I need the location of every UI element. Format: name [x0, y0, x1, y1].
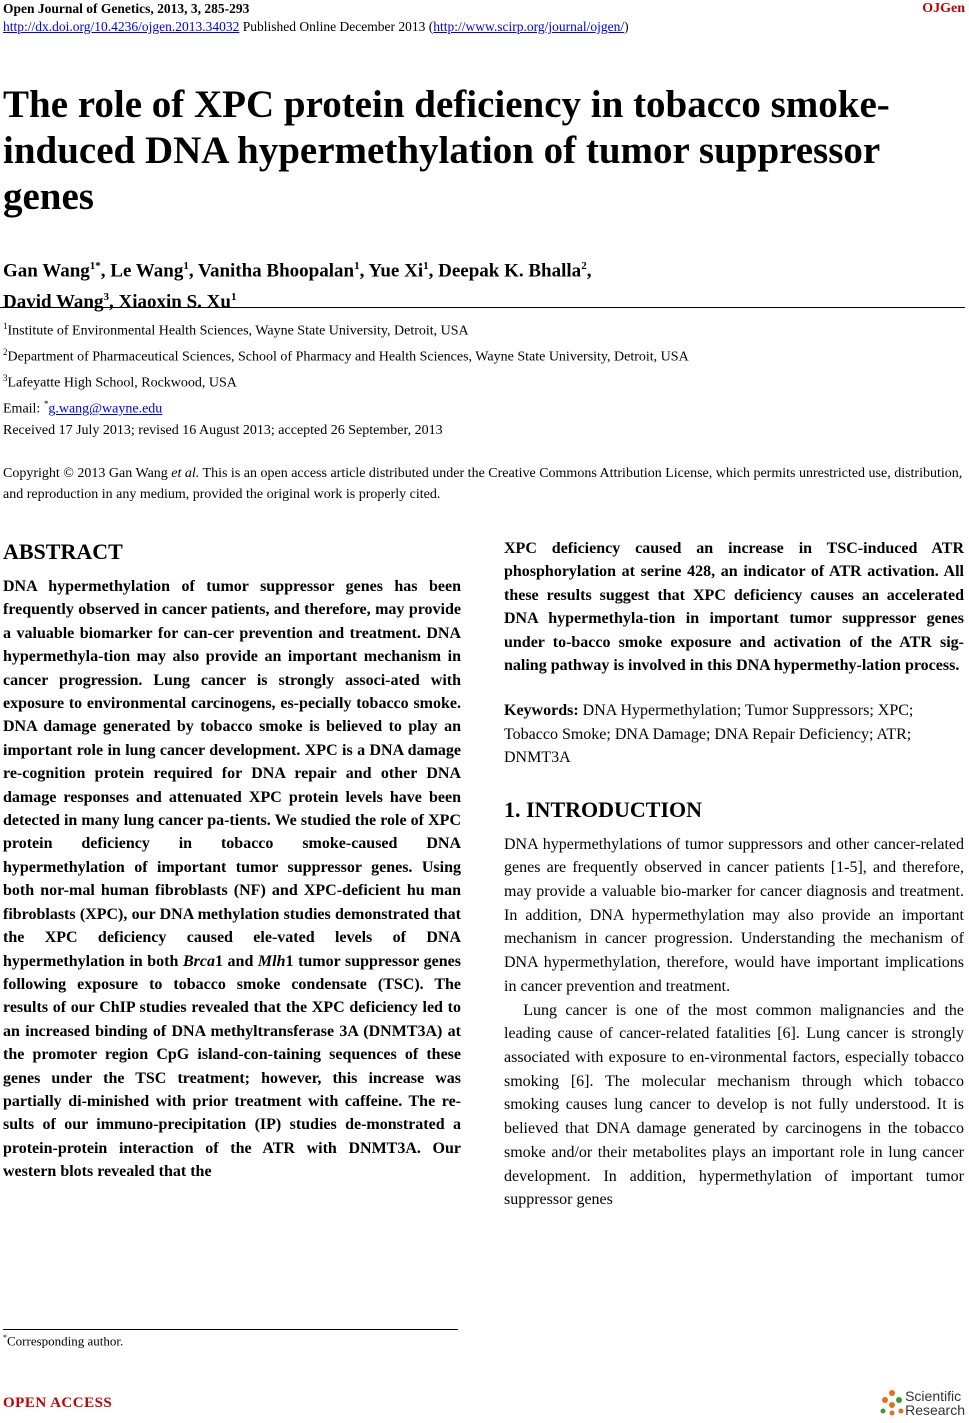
- copyright-text: This is an open access article distributed under the Creative Commons Attribution License, which permits unrestricted use, distribution, and reproduction in any medium, provided the original work is properly cited.: [3, 466, 963, 502]
- received-dates: Received 17 July 2013; revised 16 August 2013; accepted 26 September, 2013: [3, 423, 443, 438]
- introduction-heading: 1. INTRODUCTION: [504, 796, 703, 822]
- abstract-text: 1 tumor suppressor genes following exposure to tobacco smoke condensate (TSC). The results of our ChIP studies revealed that the XPC deficiency led to an increased binding of DNA methyltransferase 3A (DNMT3A) at the promoter region CpG island-con-taining sequences of these genes under the TSC treatment; however, this increase was partially di-minished with prior treatment with caffeine. The re-sults of our immuno-precipitation (IP) studies de-monstrated a protein-protein interaction of the ATR with DNMT3A. Our western blots revealed that the: [3, 952, 462, 1181]
- author-name: , Le Wang: [100, 260, 184, 282]
- author-affil-sup: 2: [581, 260, 587, 272]
- footnote-divider: [3, 1329, 458, 1330]
- author-separator: ,: [586, 260, 592, 282]
- gene-name-brca: Brca: [182, 952, 215, 970]
- footnote: [3, 1333, 123, 1349]
- footnote-text: Corresponding author.: [7, 1333, 124, 1349]
- author-name: , Xiaoxin S. Xu: [109, 291, 231, 313]
- affil-text: Institute of Environmental Health Sciences, Wayne State University, Detroit, USA: [7, 323, 469, 339]
- doi-link[interactable]: http://dx.doi.org/10.4236/ojgen.2013.34032: [3, 19, 240, 34]
- logo-wordmark: [905, 1389, 965, 1417]
- abstract-text: and: [222, 952, 258, 970]
- gene-name-mlh: Mlh: [257, 952, 286, 970]
- author-affil-sup: 1: [423, 260, 429, 272]
- intro-paragraph-1: DNA hypermethylations of tumor suppressors and other cancer-related genes are frequently observed in cancer patients [1-5], and therefore, may provide a valuable bio-marker for cancer diagnosis and treatment. In addition, DNA hypermethylation may also provide an important mechanism in cancer progression. Understanding the mechanism of DNA hypermethylation, therefore, would have important implications in cancer prevention and treatment.: [504, 835, 964, 995]
- author-name: Gan Wang: [3, 260, 90, 282]
- author-affil-sup: 1: [230, 291, 237, 304]
- author-affil-sup: 3: [103, 291, 109, 304]
- scientific-research-logo-icon: [879, 1389, 905, 1417]
- author-affil-sup: 1: [354, 260, 360, 272]
- affil-text: Lafeyatte High School, Rockwood, USA: [7, 375, 237, 391]
- affiliations: [3, 316, 963, 421]
- keywords-label: Keywords:: [504, 702, 579, 720]
- abstract-body: [3, 575, 461, 1184]
- header-publication-line: [3, 19, 629, 35]
- affiliation-2: [3, 342, 963, 368]
- affil-text: Department of Pharmaceutical Sciences, School of Pharmacy and Health Sciences, Wayne State University, Detroit, USA: [7, 349, 689, 365]
- affil-sup: 2: [3, 347, 8, 358]
- journal-tag: OJGen: [922, 1, 965, 16]
- right-column: [504, 537, 964, 1212]
- header-divider: [0, 307, 965, 308]
- paper-title: The role of XPC protein deficiency in tobacco smoke-induced DNA hypermethylation of tumor suppressor genes: [3, 83, 890, 218]
- publisher-logo: [879, 1389, 965, 1417]
- logo-line-2: Research: [905, 1402, 965, 1418]
- email-line: [3, 394, 963, 420]
- author-name: , Vanitha Bhoopalan: [188, 260, 355, 282]
- copyright-etal: et al.: [171, 466, 200, 481]
- keywords: [504, 699, 964, 769]
- gene-number: 1: [214, 952, 223, 970]
- author-affil-sup: 1: [183, 260, 189, 272]
- affiliation-3: [3, 368, 963, 394]
- affil-sup: 1: [3, 321, 8, 331]
- abstract-heading: ABSTRACT: [3, 539, 123, 564]
- author-affil-sup: 1*: [89, 260, 101, 272]
- affiliation-1: [3, 316, 963, 342]
- email-link[interactable]: g.wang@wayne.edu: [48, 402, 163, 418]
- author-name: , Deepak K. Bhalla: [428, 260, 582, 282]
- footnote-sup: *: [3, 1333, 7, 1342]
- journal-citation: Open Journal of Genetics, 2013, 3, 285-293: [3, 1, 250, 16]
- copyright-text: Copyright © 2013 Gan Wang: [3, 466, 172, 481]
- abstract-continued: XPC deficiency caused an increase in TSC-induced ATR phosphorylation at serine 428, an indicator of ATR activation. All these results suggest that XPC deficiency causes an accelerated DNA hypermethyla-tion in important tumor suppressor genes under to-bacco smoke exposure and activation of the ATR sig-naling pathway is involved in this DNA hypermethy-lation process.: [504, 540, 964, 675]
- close-paren: ): [624, 19, 629, 34]
- keywords-text: DNA Hypermethylation; Tumor Suppressors; XPC; Tobacco Smoke; DNA Damage; DNA Repair Deficiency; ATR; DNMT3A: [504, 702, 914, 767]
- email-label: Email:: [3, 402, 44, 418]
- journal-url-link[interactable]: http://www.scirp.org/journal/ojgen/: [433, 19, 625, 34]
- published-text: Published Online December 2013 (: [239, 19, 434, 34]
- author-name: , Yue Xi: [359, 260, 424, 282]
- copyright-notice: [3, 464, 965, 505]
- affil-sup: 3: [3, 373, 8, 384]
- logo-line-1: Scientific: [905, 1388, 962, 1404]
- left-column: [3, 537, 461, 1184]
- abstract-text: DNA hypermethylation of tumor suppressor genes has been frequently observed in cancer patients, and therefore, may provide a valuable biomarker for can-cer prevention and treatment. DNA hypermethyla-tion may also provide an important mechanism in cancer progression. Lung cancer is strongly associ-ated with exposure to environmental carcinogens, es-pecially tobacco smoke. DNA damage generated by tobacco smoke is believed to play an important role in lung cancer development. XPC is a DNA damage re-cognition protein required for DNA repair and other DNA damage responses and attenuated XPC protein levels have been detected in many lung cancer pa-tients. We studied the role of XPC protein deficiency in tobacco smoke-caused DNA hypermethylation of important tumor suppressor genes. Using both nor-mal human fibroblasts (NF) and XPC-deficient hu man fibroblasts (XPC), our DNA methylation studies demonstrated that the XPC deficiency caused ele-vated levels of DNA hypermethylation in both: [3, 578, 461, 970]
- intro-paragraph-2: Lung cancer is one of the most common malignancies and the leading cause of cancer-related fatalities [6]. Lung cancer is strongly associated with exposure to en-vironmental factors, especially tobacco smoking [6]. The molecular mechanism through which tobacco smoking causes lung cancer to develop is not fully understood. It is believed that DNA damage generated by carcinogens in the tobacco smoke and/or their metabolites plays an important role in lung cancer development. In addition, hypermethylation of important tumor suppressor genes: [504, 1001, 964, 1209]
- open-access-label: OPEN ACCESS: [3, 1395, 113, 1411]
- email-sup: *: [43, 399, 49, 410]
- author-name: David Wang: [3, 291, 104, 313]
